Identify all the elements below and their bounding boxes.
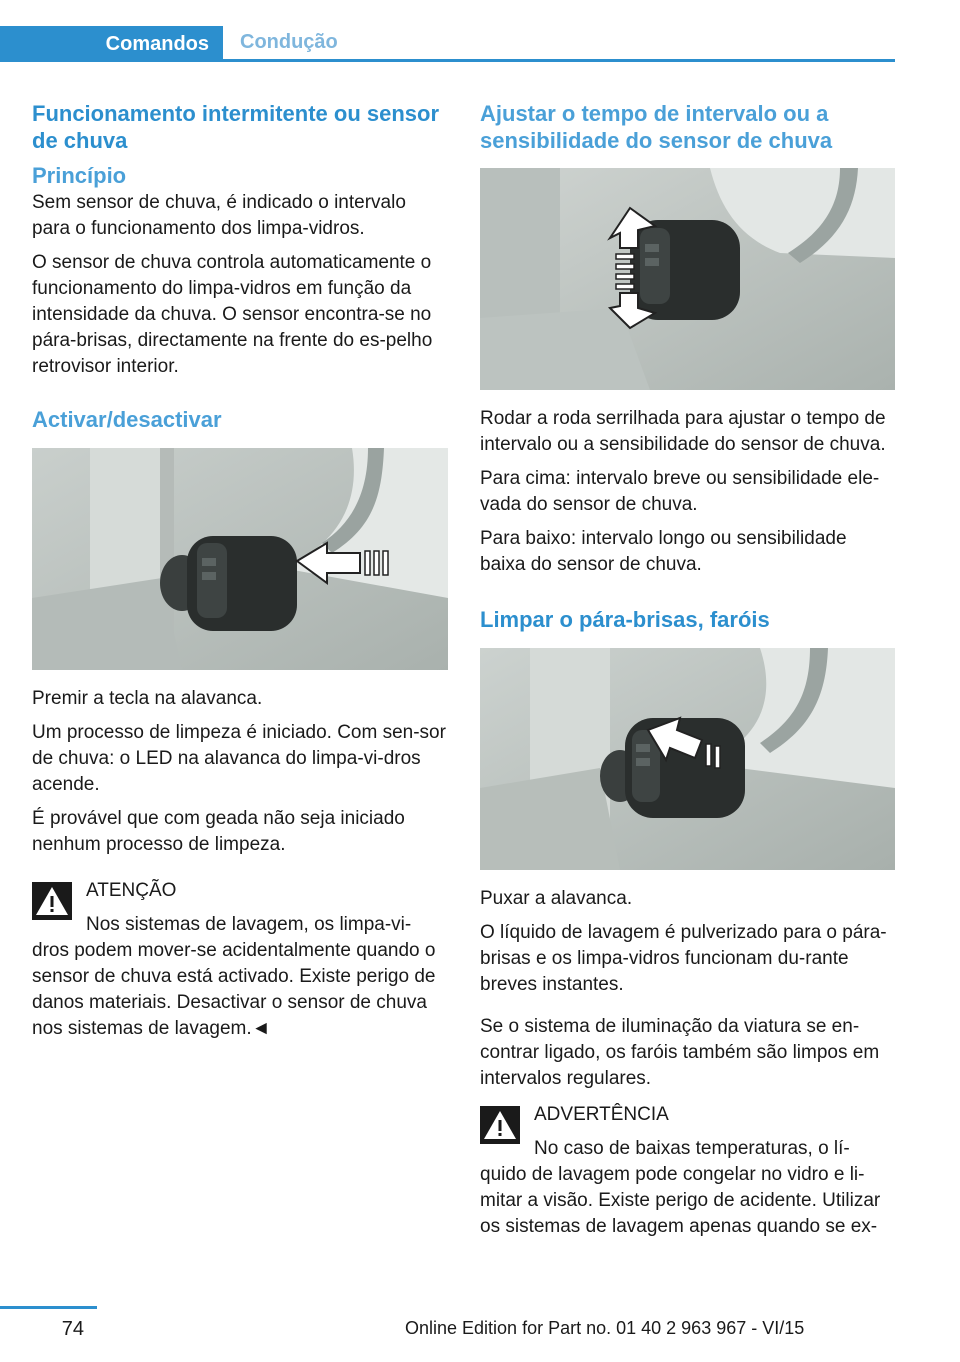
warning-triangle-icon bbox=[32, 882, 72, 920]
clean-paragraph-3: Se o sistema de iluminação da viatura se en‐contrar ligado, os faróis também são limpos em intervalos regulares. bbox=[480, 1016, 880, 1089]
warning-triangle-icon bbox=[480, 1106, 520, 1144]
tab-comandos[interactable]: Comandos bbox=[0, 26, 223, 62]
warning-title: ADVERTÊNCIA bbox=[534, 1104, 669, 1125]
clean-paragraph-2: O líquido de lavagem é pulverizado para o pára-brisas e os limpa-vidros funcionam du‐rante breves instantes. bbox=[480, 922, 887, 995]
header-rule bbox=[0, 59, 895, 62]
chapter-tabs bbox=[0, 26, 895, 62]
warning-box-advertencia bbox=[480, 1100, 896, 1240]
footer-rule bbox=[0, 1306, 97, 1309]
edition-note: Online Edition for Part no. 01 40 2 963 967 - VI/15 bbox=[405, 1318, 805, 1338]
activate-paragraph-3: É provável que com geada não seja iniciado nenhum processo de limpeza. bbox=[32, 808, 405, 855]
wiper-wheel-adjust-photo bbox=[480, 168, 895, 390]
activate-paragraph-2: Um processo de limpeza é iniciado. Com sen‐sor de chuva: o LED na alavanca do limpa-vi‐dros acende. bbox=[32, 722, 446, 795]
right-column bbox=[480, 100, 896, 1240]
wiper-lever-pull-photo bbox=[480, 648, 895, 870]
tab-conducao[interactable]: Condução bbox=[240, 31, 338, 53]
heading-principle: Princípio bbox=[32, 163, 127, 188]
section-title-intermittent: Funcionamento intermitente ou sensor de chuva bbox=[32, 101, 440, 153]
page-number: 74 bbox=[61, 1318, 84, 1340]
left-column bbox=[32, 100, 448, 1042]
section-title-interval: Ajustar o tempo de intervalo ou a sensibilidade do sensor de chuva bbox=[480, 101, 833, 153]
warning-text: Nos sistemas de lavagem, os limpa-vi‐dros podem mover-se acidentalmente quando o sensor de chuva está activado. Existe perigo de danos materiais. Desactivar o sensor de chuva nos sistemas de lavagem.◄ bbox=[32, 914, 436, 1039]
warning-text: No caso de baixas temperaturas, o lí‐quido de lavagem pode congelar no vidro e li‐mitar a visão. Existe perigo de acidente. Utilizar os sistemas de lavagem apenas quando se ex‐ bbox=[480, 1138, 881, 1237]
heading-activate: Activar/desactivar bbox=[32, 407, 222, 432]
activate-paragraph-1: Premir a tecla na alavanca. bbox=[32, 688, 263, 709]
warning-title: ATENÇÃO bbox=[86, 880, 177, 901]
warning-box-caution bbox=[32, 876, 448, 1042]
interval-paragraph-1: Rodar a roda serrilhada para ajustar o tempo de intervalo ou a sensibilidade do sensor de chuva. bbox=[480, 408, 886, 455]
principle-paragraph-1: Sem sensor de chuva, é indicado o intervalo para o funcionamento dos limpa-vidros. bbox=[32, 192, 406, 239]
interval-paragraph-3: Para baixo: intervalo longo ou sensibilidade baixa do sensor de chuva. bbox=[480, 528, 847, 575]
wiper-lever-press-photo bbox=[32, 448, 448, 670]
heading-clean-windscreen: Limpar o pára-brisas, faróis bbox=[480, 607, 770, 632]
principle-paragraph-2: O sensor de chuva controla automaticamente o funcionamento do limpa-vidros em função da intensidade da chuva. O sensor encontra-se no pára-brisas, directamente na frente do es‐pelho retrovisor interior. bbox=[32, 252, 433, 377]
interval-paragraph-2: Para cima: intervalo breve ou sensibilidade ele‐vada do sensor de chuva. bbox=[480, 468, 880, 515]
clean-paragraph-1: Puxar a alavanca. bbox=[480, 888, 633, 909]
